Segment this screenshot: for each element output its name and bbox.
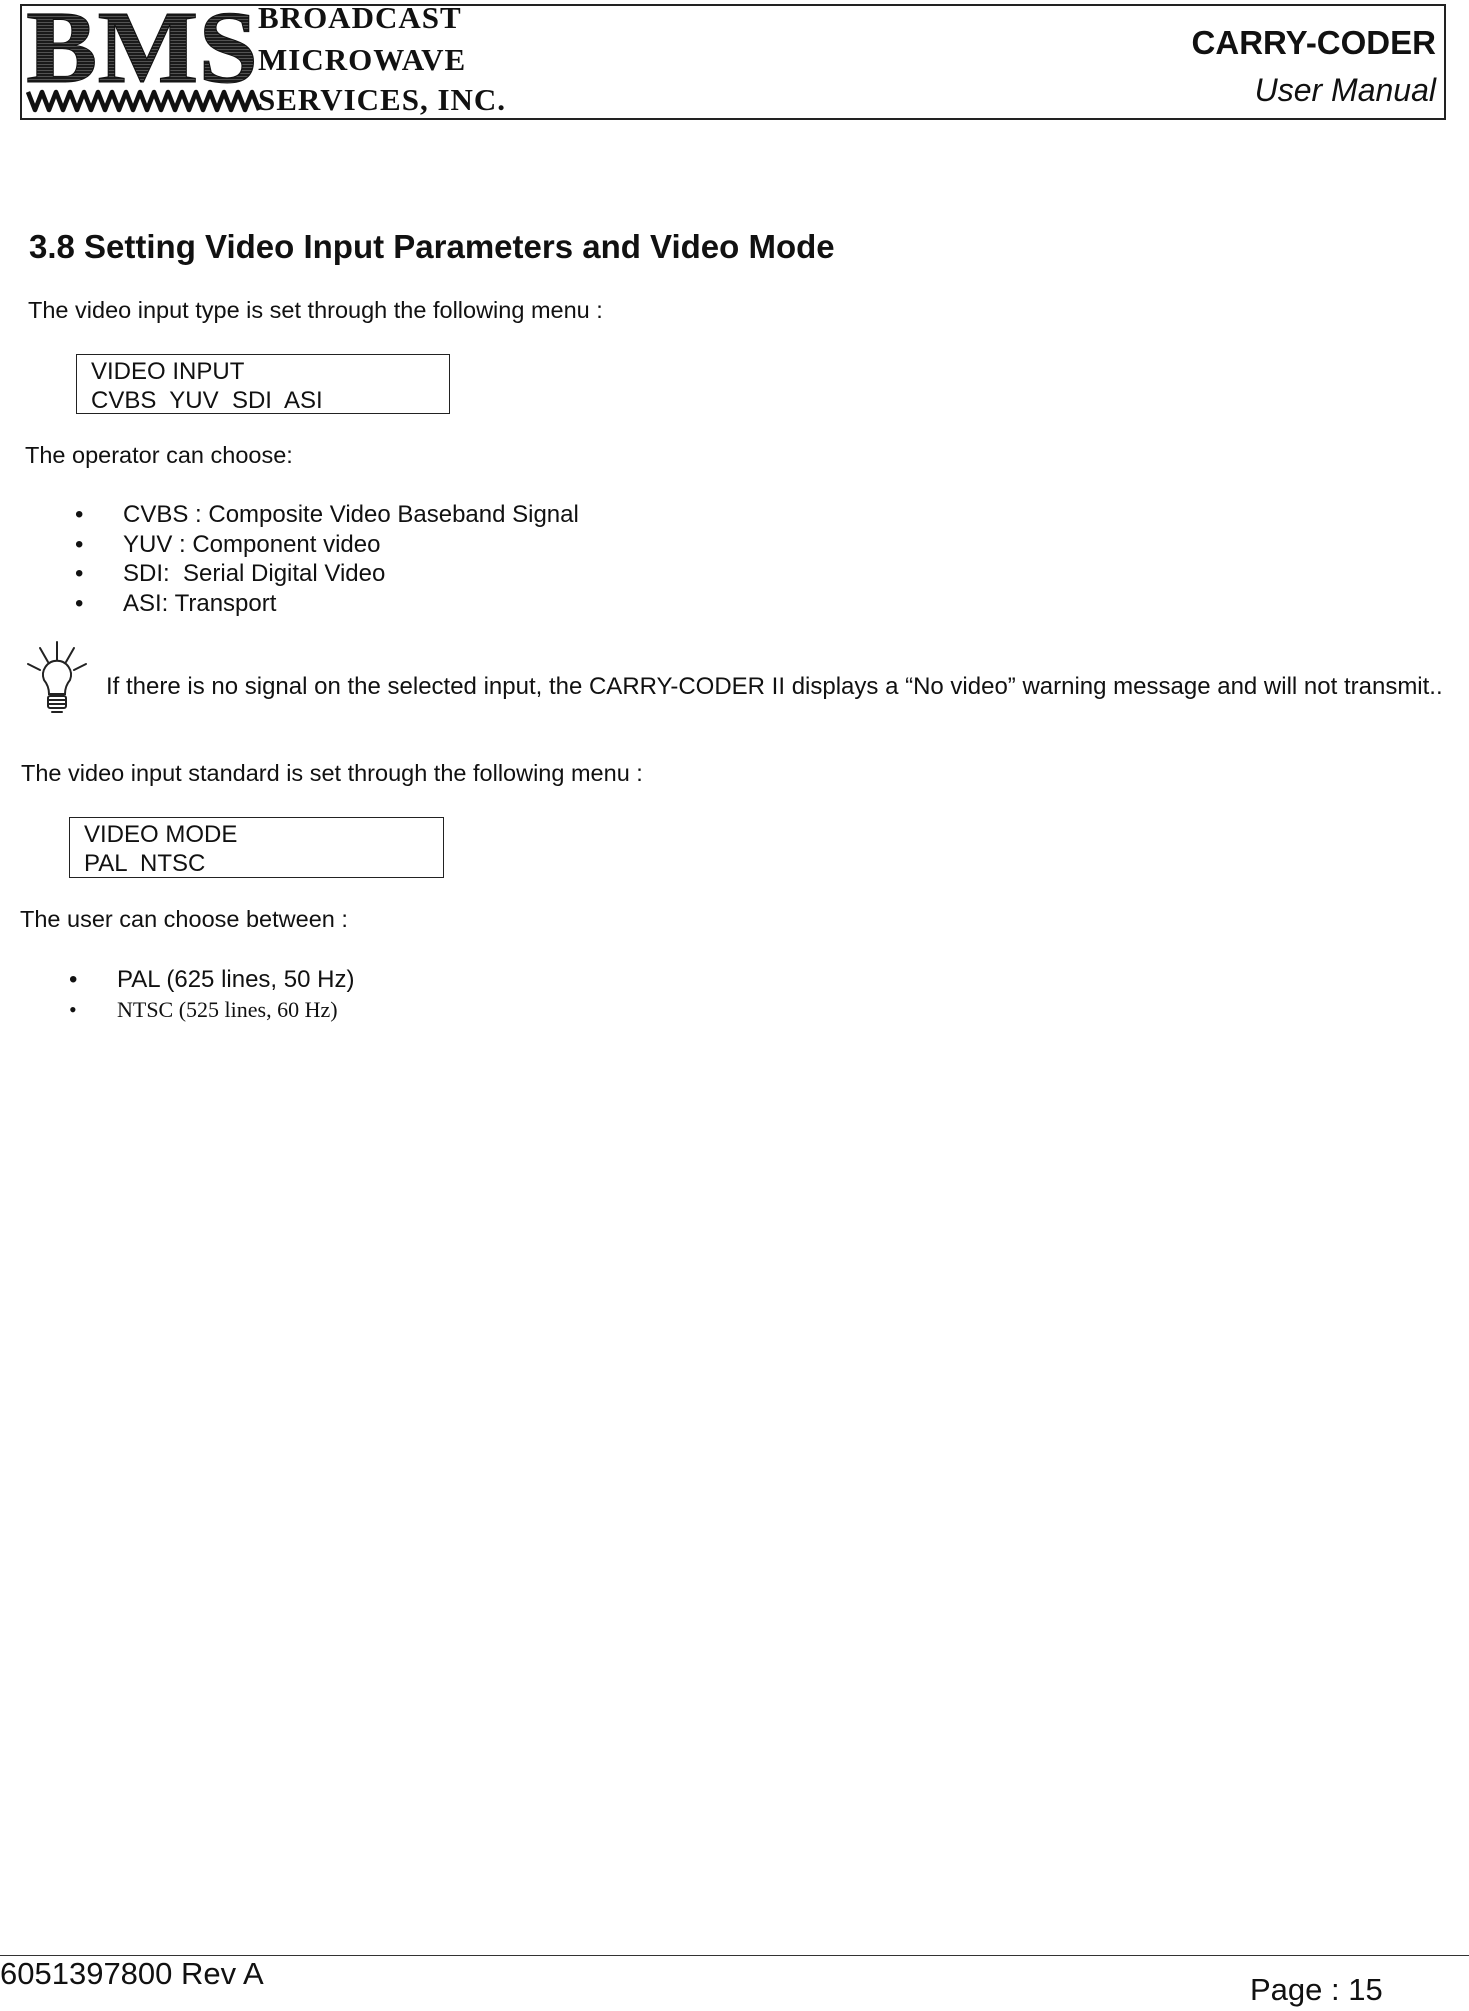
list-item: • CVBS : Composite Video Baseband Signal (75, 500, 579, 530)
company-name-line-1: BROADCAST (258, 0, 462, 35)
company-name-line-3: SERVICES, INC. (258, 82, 507, 117)
list-item: • ASI: Transport (75, 589, 579, 619)
section-title: 3.8 Setting Video Input Parameters and Video Mode (29, 228, 835, 265)
company-name-line-2: MICROWAVE (258, 42, 467, 77)
video-mode-menu (69, 817, 444, 878)
video-input-menu-title: VIDEO INPUT (91, 358, 245, 385)
list-item: • NTSC (525 lines, 60 Hz) (69, 995, 354, 1025)
product-subtitle: User Manual (1254, 72, 1436, 108)
list-item: • YUV : Component video (75, 530, 579, 560)
list-item: • SDI: Serial Digital Video (75, 559, 579, 589)
video-mode-menu-options: PAL NTSC (84, 850, 206, 877)
list-item: • PAL (625 lines, 50 Hz) (69, 965, 354, 995)
page-header (20, 0, 1446, 120)
product-title: CARRY-CODER (1191, 24, 1436, 61)
video-mode-options-list (69, 965, 354, 1024)
video-input-intro: The video input type is set through the following menu : (28, 297, 603, 323)
video-mode-menu-title: VIDEO MODE (84, 821, 238, 848)
video-standard-intro: The video input standard is set through the following menu : (21, 760, 643, 786)
video-input-menu-options: CVBS YUV SDI ASI (91, 387, 323, 414)
lightbulb-icon (26, 640, 88, 730)
operator-choose-text: The operator can choose: (25, 442, 293, 468)
no-video-note: If there is no signal on the selected input, the CARRY-CODER II displays a “No video” warning message and will not transmit.. (106, 673, 1443, 700)
document-number: 6051397800 Rev A (0, 1956, 264, 1991)
page-number: Page : 15 (1250, 1972, 1383, 2007)
user-choose-text: The user can choose between : (20, 906, 348, 932)
bms-logo-icon (26, 6, 262, 88)
logo-wave-icon (26, 88, 262, 114)
video-input-menu (76, 354, 450, 414)
video-input-options-list (75, 500, 579, 618)
logo-letters: BMS (26, 6, 258, 88)
